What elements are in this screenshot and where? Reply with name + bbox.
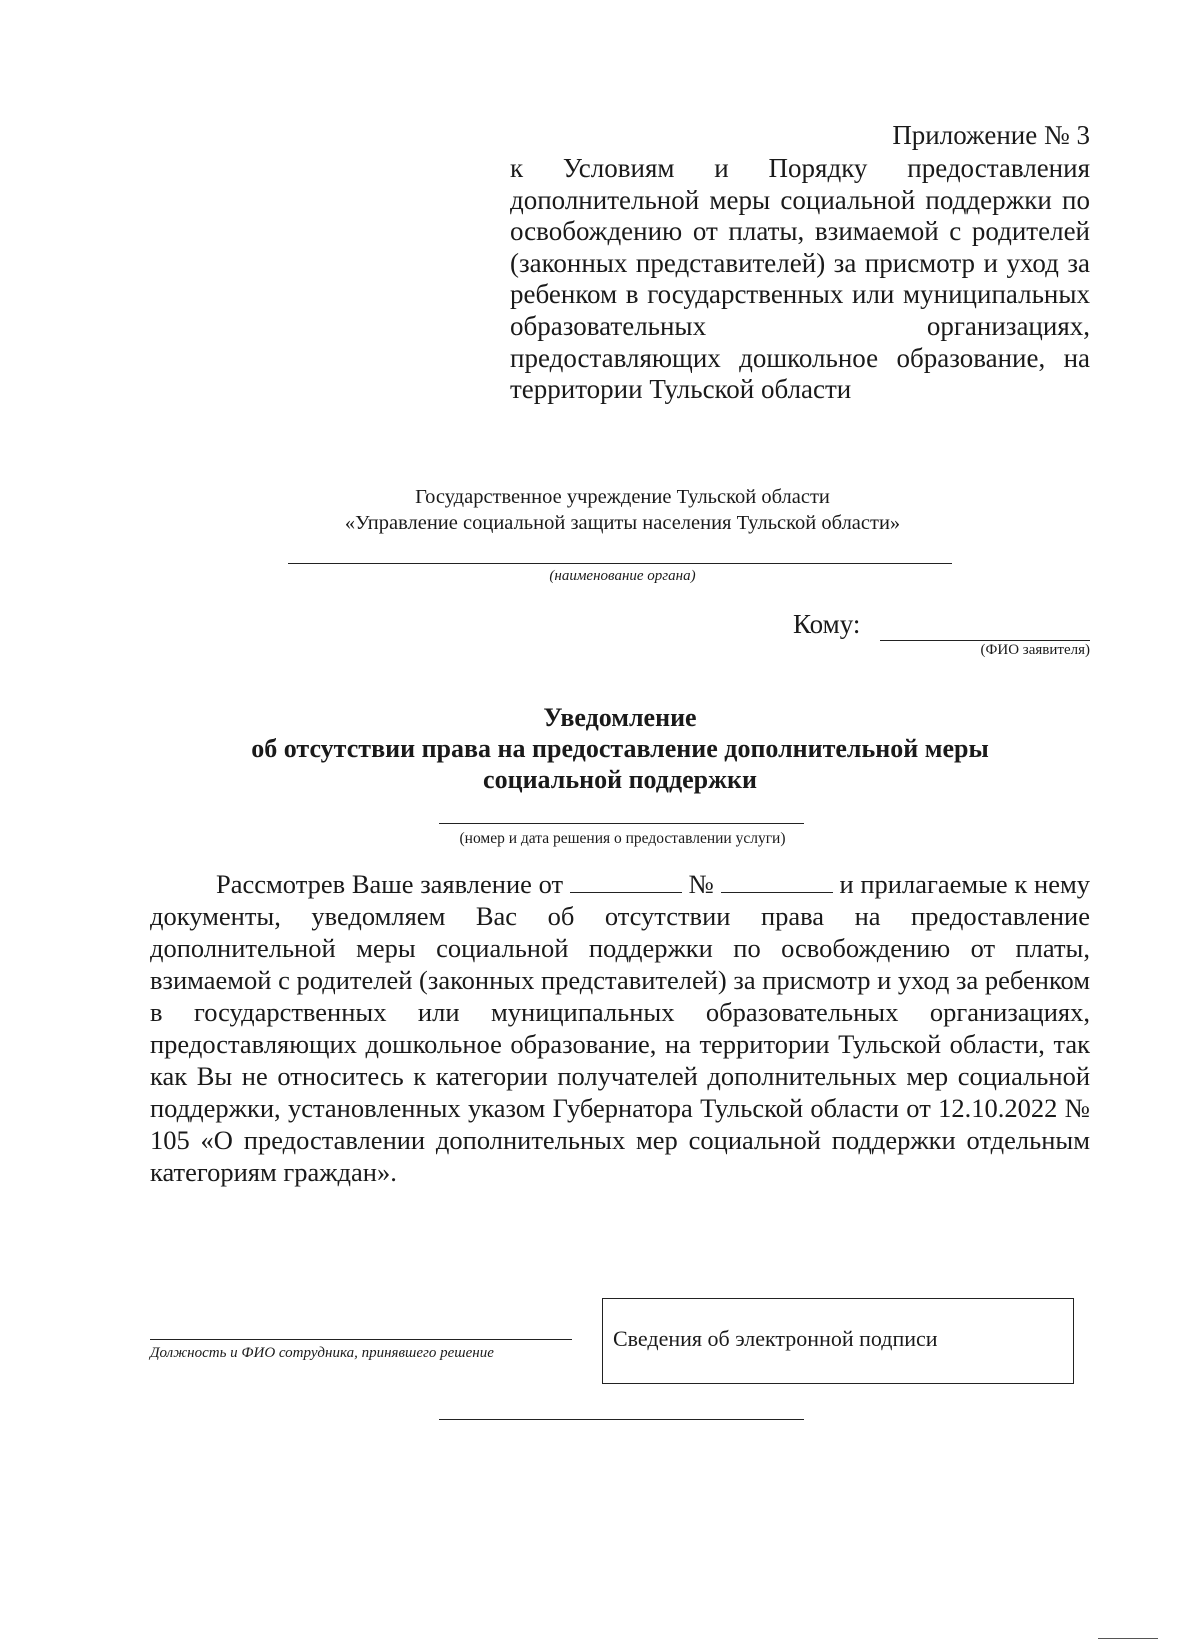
- signature-caption: Должность и ФИО сотрудника, принявшего решение: [150, 1345, 494, 1361]
- notification-body: [150, 868, 1090, 1188]
- body-part-1: Рассмотрев Ваше заявление от: [216, 869, 564, 899]
- annex-title: Приложение № 3: [892, 120, 1090, 150]
- body-part-2: и прилагаемые к нему документы, уведомляем Вас об отсутствии права на предоставление дополнительной меры социальной поддержки по освобождению от платы, взимаемой с родителей (законных представителей) за присмотр и уход за ребенком в государственных или муниципальных образовательных организациях, предоставляющих дошкольное образование, на территории Тульской области, так как Вы не относитесь к категории получателей дополнительных мер социальной поддержки, установленных указом Губернатора Тульской области от 12.10.2022 № 105 «О предоставлении дополнительных мер социальной поддержки отдельным категориям граждан».: [150, 869, 1091, 1187]
- decision-number-date-field[interactable]: [439, 823, 804, 824]
- organization-caption: (наименование органа): [549, 568, 696, 584]
- number-sign: №: [688, 869, 714, 899]
- electronic-signature-label: Сведения об электронной подписи: [613, 1326, 938, 1351]
- application-number-field[interactable]: [721, 870, 833, 893]
- organization-line-2: «Управление социальной защиты населения Тульской области»: [344, 512, 901, 534]
- recipient-caption: (ФИО заявителя): [980, 642, 1090, 658]
- recipient-label: Кому:: [793, 609, 861, 639]
- organization-underline: [288, 563, 952, 564]
- application-date-field[interactable]: [570, 870, 682, 893]
- bottom-divider: [439, 1419, 804, 1420]
- recipient-name-field[interactable]: [880, 640, 1090, 641]
- annex-text: к Условиям и Порядку предоставления дополнительной меры социальной поддержки по освобождению от платы, взимаемой с родителей (законных представителей) за присмотр и уход за ребенком в государственных или муниципальных образовательных организациях, предоставляющих дошкольное образование, на территории Тульской области: [510, 153, 1090, 405]
- document-subtitle-line-2: социальной поддержки: [483, 765, 757, 794]
- decision-caption: (номер и дата решения о предоставлении услуги): [459, 830, 786, 847]
- organization-line-1: Государственное учреждение Тульской области: [415, 486, 830, 508]
- corner-mark: [1098, 1638, 1158, 1639]
- signature-line[interactable]: [150, 1339, 572, 1340]
- document-subtitle-line-1: об отсутствии права на предоставление дополнительной меры: [251, 734, 989, 763]
- document-title: Уведомление: [543, 703, 697, 732]
